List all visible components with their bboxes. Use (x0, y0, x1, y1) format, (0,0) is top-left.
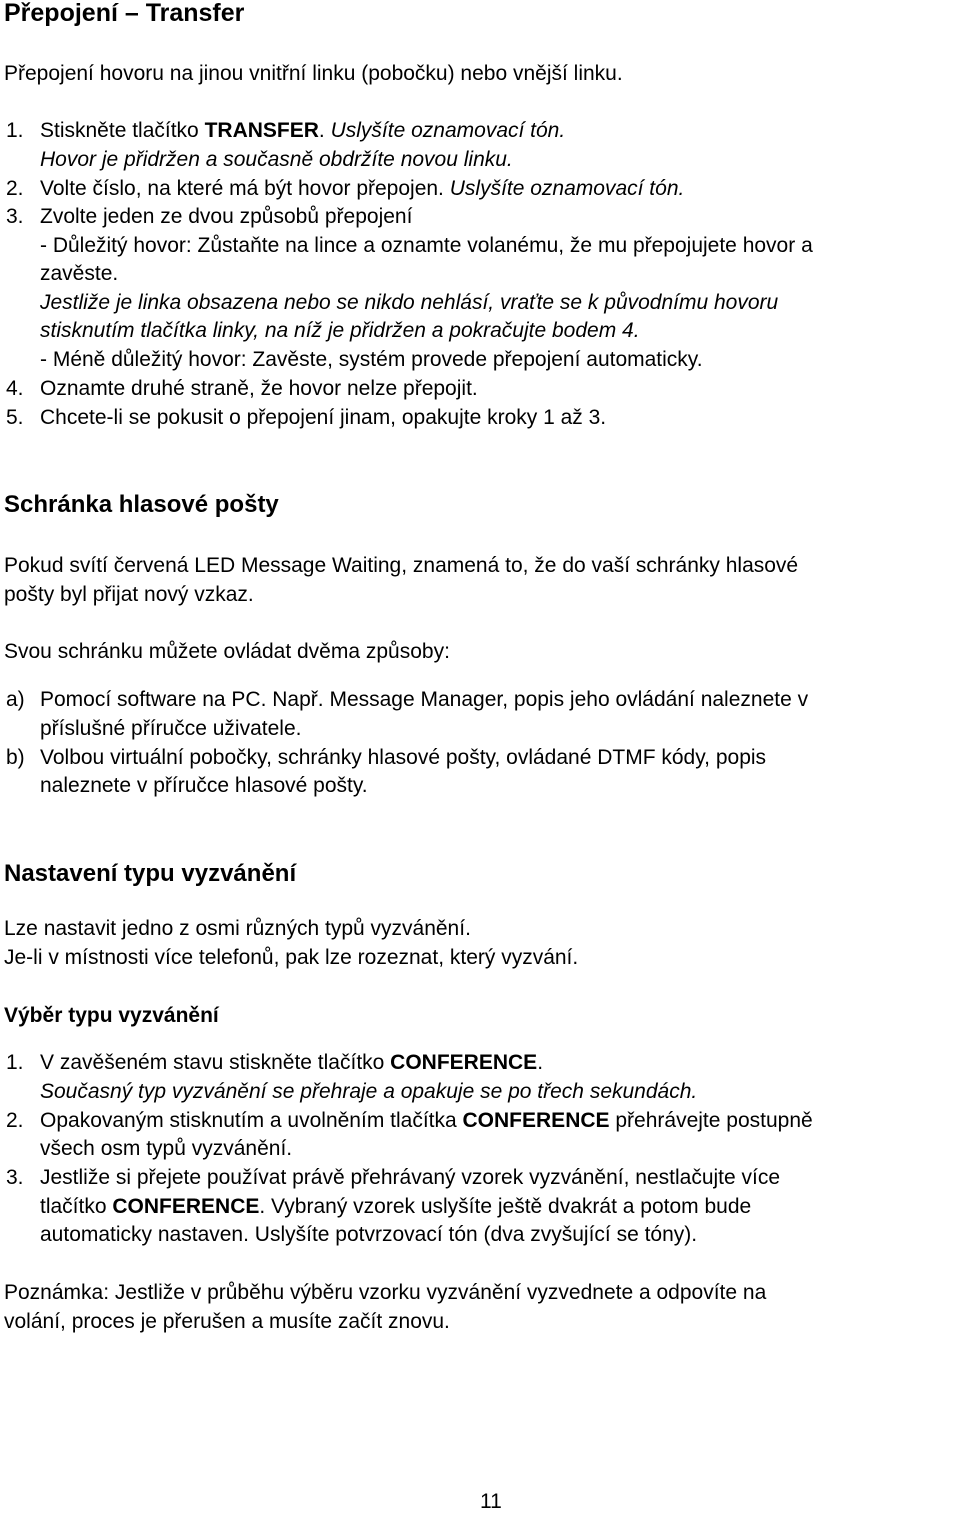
step-number: 2. (6, 177, 24, 200)
step-text: Chcete-li se pokusit o přepojení jinam, opakujte kroky 1 až 3. (40, 406, 607, 429)
step-text: Volte číslo, na které má být hovor přepojen. Uslyšíte oznamovací tón. (40, 177, 685, 200)
step-text-line2: - Důležitý hovor: Zůstaňte na lince a oznamte volanému, že mu přepojujete hovor a (40, 234, 813, 257)
step-text-line3: automaticky nastaven. Uslyšíte potvrzovací tón (dva zvyšující se tóny). (40, 1223, 698, 1246)
step-text: Jestliže si přejete používat právě přehrávaný vzorek vyzvánění, nestlačujte více (40, 1166, 781, 1189)
step-number: 1. (6, 1051, 24, 1074)
step-text-line2: tlačítko CONFERENCE. Vybraný vzorek uslyšíte ještě dvakrát a potom bude (40, 1195, 752, 1218)
step-number: 3. (6, 1166, 24, 1189)
section-title-transfer: Přepojení – Transfer (4, 0, 245, 27)
option-text: Volbou virtuální pobočky, schránky hlasové pošty, ovládané DTMF kódy, popis (40, 746, 767, 769)
section-title-ring-type: Nastavení typu vyzvánění (4, 860, 297, 887)
voicemail-ways-intro: Svou schránku můžete ovládat dvěma způsoby: (4, 640, 450, 663)
step-text-line2: Hovor je přidržen a současně obdržíte novou linku. (40, 148, 513, 171)
option-text-line2: příslušné příručce uživatele. (40, 717, 302, 740)
step-number: 1. (6, 119, 24, 142)
step-number: 5. (6, 406, 24, 429)
step-note-line1: Jestliže je linka obsazena nebo se nikdo nehlásí, vraťte se k původnímu hovoru (40, 291, 779, 314)
step-text: V zavěšeném stavu stiskněte tlačítko CONFERENCE. (40, 1051, 544, 1074)
option-label: a) (6, 688, 25, 711)
subsection-title-ring-select: Výběr typu vyzvánění (4, 1004, 219, 1027)
note-line2: volání, proces je přerušen a musíte začít znovu. (4, 1310, 450, 1333)
step-text: Opakovaným stisknutím a uvolněním tlačítka CONFERENCE přehrávejte postupně (40, 1109, 813, 1132)
transfer-key-label: TRANSFER (204, 119, 319, 142)
conference-key-label: CONFERENCE (462, 1109, 610, 1132)
step-text: Zvolte jeden ze dvou způsobů přepojení (40, 205, 413, 228)
conference-key-label: CONFERENCE (390, 1051, 538, 1074)
step-number: 3. (6, 205, 24, 228)
page-number: 11 (480, 1490, 502, 1513)
step-text: Stiskněte tlačítko TRANSFER. Uslyšíte oznamovací tón. (40, 119, 566, 142)
step-text-line4: - Méně důležitý hovor: Zavěste, systém provede přepojení automaticky. (40, 348, 703, 371)
step-text: Oznamte druhé straně, že hovor nelze přepojit. (40, 377, 478, 400)
ring-type-para1: Lze nastavit jedno z osmi různých typů vyzvánění. (4, 917, 471, 940)
option-text: Pomocí software na PC. Např. Message Manager, popis jeho ovládání naleznete v (40, 688, 809, 711)
note-line1: Poznámka: Jestliže v průběhu výběru vzorku vyzvánění vyzvednete a odpovíte na (4, 1281, 767, 1304)
step-number: 4. (6, 377, 24, 400)
section-title-voicemail: Schránka hlasové pošty (4, 491, 279, 518)
conference-key-label: CONFERENCE (112, 1195, 260, 1218)
voicemail-para-line2: pošty byl přijat nový vzkaz. (4, 583, 254, 606)
option-label: b) (6, 746, 25, 769)
option-text-line2: naleznete v příručce hlasové pošty. (40, 774, 368, 797)
transfer-intro: Přepojení hovoru na jinou vnitřní linku (pobočku) nebo vnější linku. (4, 62, 623, 85)
step-note-line2: stisknutím tlačítka linky, na níž je přidržen a pokračujte bodem 4. (40, 319, 640, 342)
step-text-line2: všech osm typů vyzvánění. (40, 1137, 293, 1160)
voicemail-para-line1: Pokud svítí červená LED Message Waiting, znamená to, že do vaší schránky hlasové (4, 554, 799, 577)
step-text-line3: zavěste. (40, 262, 119, 285)
step-number: 2. (6, 1109, 24, 1132)
step-text-line2: Současný typ vyzvánění se přehraje a opakuje se po třech sekundách. (40, 1080, 698, 1103)
ring-type-para2: Je-li v místnosti více telefonů, pak lze rozeznat, který vyzvání. (4, 946, 579, 969)
